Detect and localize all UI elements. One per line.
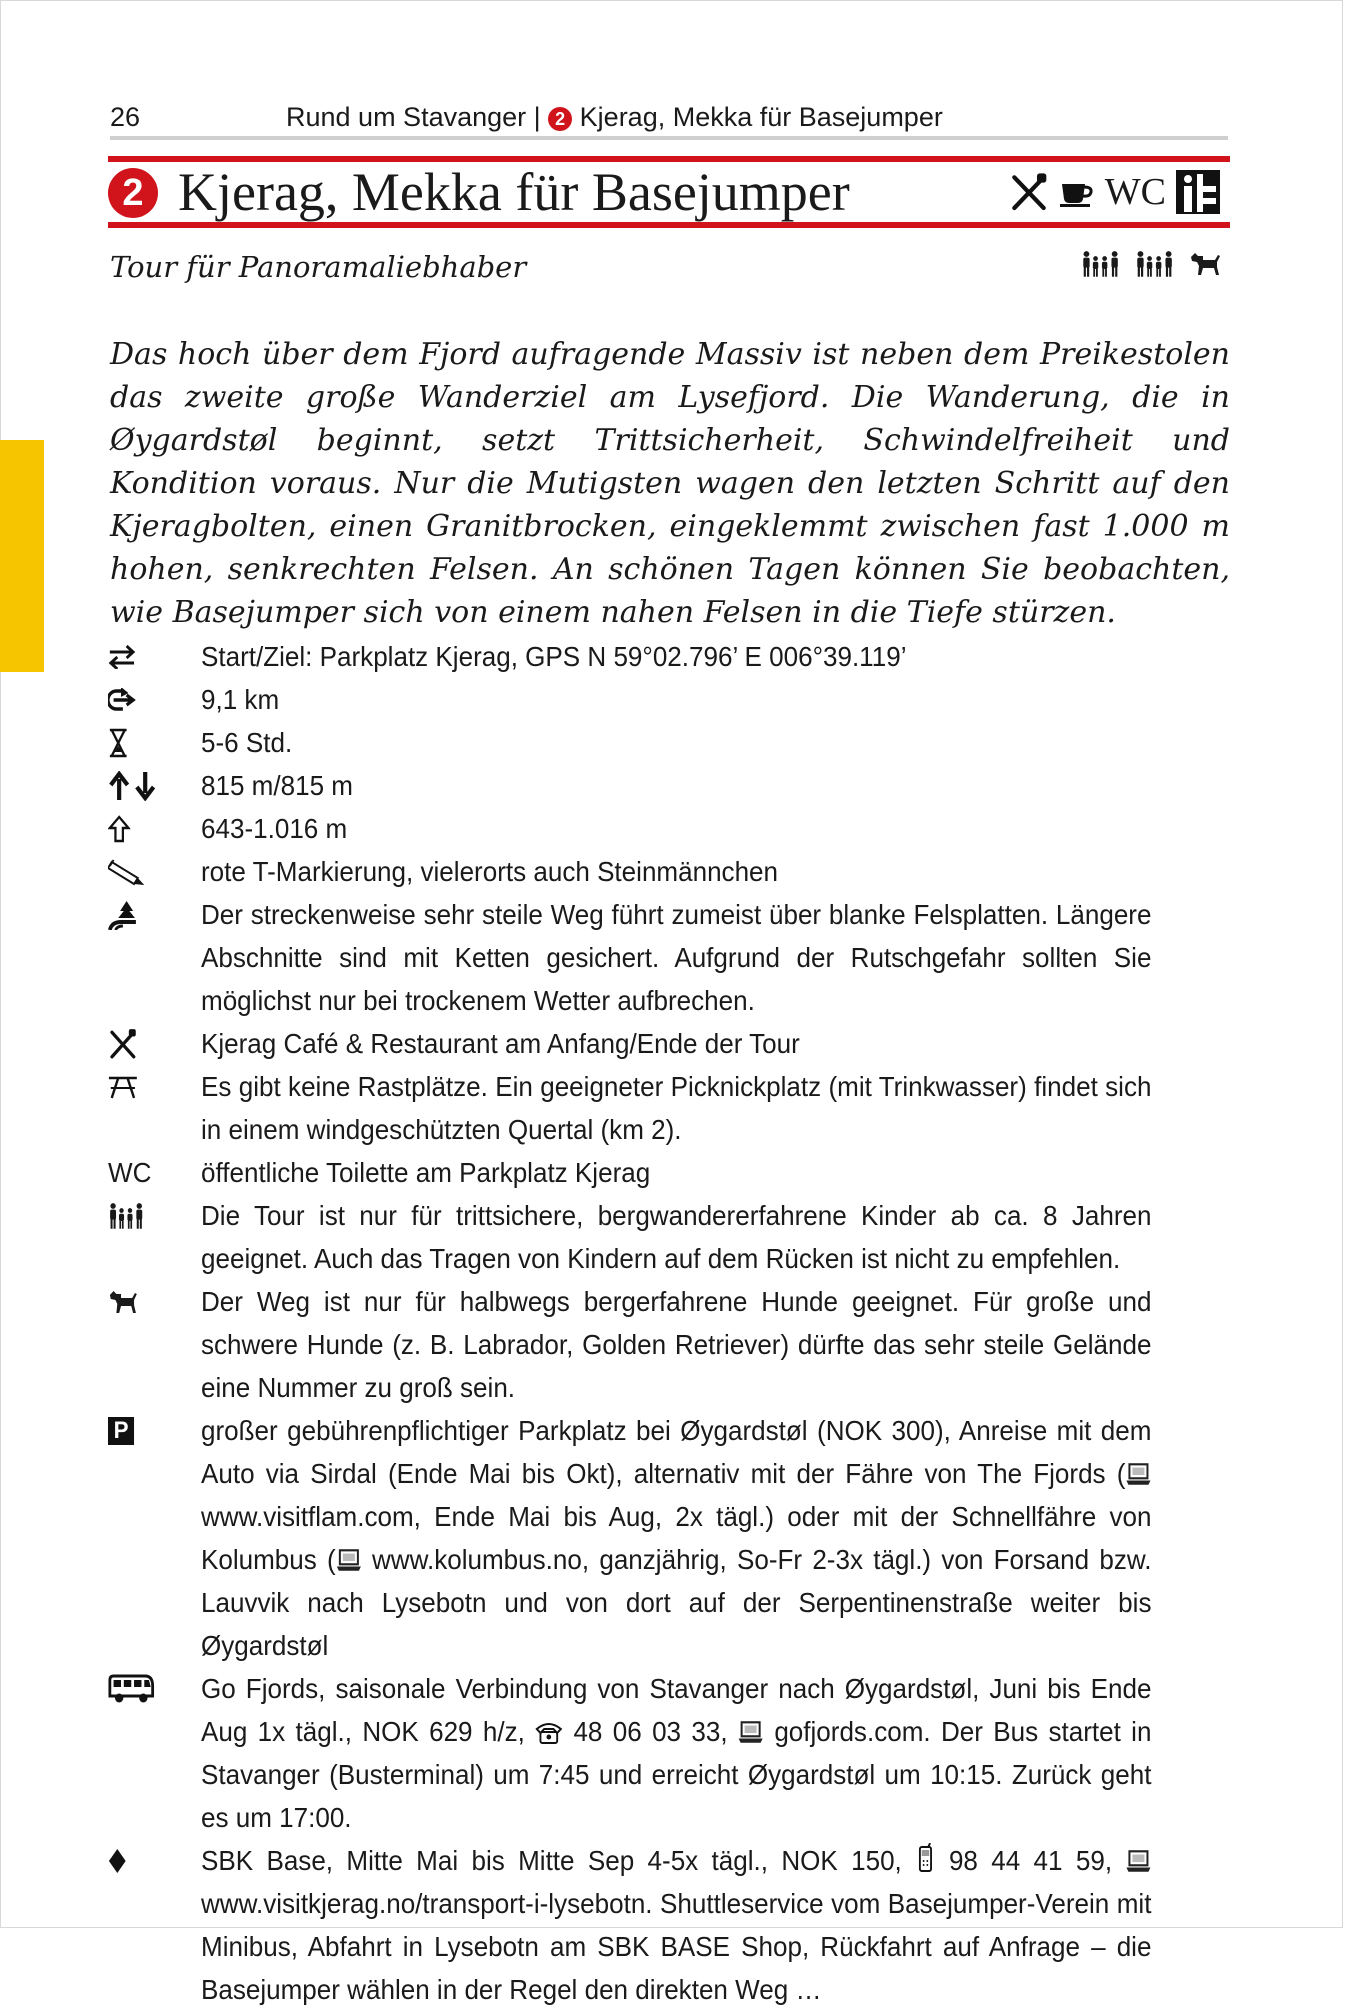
trail-icon <box>108 893 201 936</box>
coffee-cup-icon <box>1059 177 1095 207</box>
telephone-icon <box>535 1720 563 1744</box>
start-finish-arrows-icon <box>108 635 201 678</box>
suitability-icons <box>1081 250 1221 283</box>
up-down-arrows-icon <box>108 764 201 807</box>
laptop-icon <box>336 1548 362 1572</box>
parking-icon: P <box>108 1409 201 1452</box>
dog-icon <box>1189 251 1221 282</box>
fact-marking: rote T-Markierung, vielerorts auch Steinmännchen <box>108 850 1151 893</box>
running-head <box>110 100 1230 134</box>
family-icon <box>1081 250 1121 283</box>
fact-food: Kjerag Café & Restaurant am Anfang/Ende der Tour <box>108 1022 1151 1065</box>
dog-icon <box>108 1280 201 1323</box>
fact-dogs: Der Weg ist nur für halbwegs bergerfahrene Hunde geeignet. Für große und schwere Hunde (z. B. Labrador, Golden Retriever) dürfte das sehr steile Gelände eine Nummer zu groß sein. <box>108 1280 1151 1409</box>
cutlery-icon <box>1009 172 1049 212</box>
fact-distance: 9,1 km <box>108 678 1151 721</box>
fact-bus: Go Fjords, saisonale Verbindung von Stavanger nach Øygardstøl, Juni bis Ende Aug 1x tägl., NOK 629 h/z, 48 06 03 33, gofjords.com. Der Bus startet in Stavanger (Busterminal) um 7:45 und erreicht Øygardstøl um 10:15. Zurück geht es um 17:00. <box>108 1667 1151 1839</box>
family-icon <box>1135 250 1175 283</box>
pencil-icon <box>108 850 201 893</box>
tour-number-badge: 2 <box>548 107 572 131</box>
loop-arrow-icon <box>108 678 201 721</box>
mobile-phone-icon <box>915 1843 935 1873</box>
bus-icon <box>108 1667 201 1710</box>
picnic-table-icon <box>108 1065 201 1108</box>
fact-path: Der streckenweise sehr steile Weg führt zumeist über blanke Felsplatten. Längere Abschnitte sind mit Ketten gesichert. Aufgrund der Rutschgefahr sollten Sie möglichst nur bei trockenem Wetter aufbrechen. <box>108 893 1151 1022</box>
info-point-icon <box>1176 170 1220 214</box>
fact-toilet: WC öffentliche Toilette am Parkplatz Kjerag <box>108 1151 1151 1194</box>
intro-paragraph: Das hoch über dem Fjord aufragende Massiv ist neben dem Preikestolen das zweite große Wanderziel am Lysefjord. Die Wanderung, die in Øygardstøl beginnt, setzt Trittsicherheit, Schwindelfreiheit und Kondition voraus. Nur die Mutigsten wagen den letzten Schritt auf den Kjeragbolten, einen Granitbrocken, eingeklemmt zwischen fast 1.000 m hohen, senkrechten Felsen. An schönen Tagen können Sie beobachten, wie Basejumper sich von einem nahen Felsen in die Tiefe stürzen. <box>110 337 1230 630</box>
laptop-icon <box>1125 1849 1151 1873</box>
tour-title-bar <box>108 156 1230 228</box>
tour-title: Kjerag, Mekka für Basejumper <box>178 162 850 222</box>
wc-label: WC <box>1104 171 1166 213</box>
fact-duration: 5-6 Std. <box>108 721 1151 764</box>
fact-ascent-descent: 815 m/815 m <box>108 764 1151 807</box>
tour-subtitle: Tour für Panoramaliebhaber <box>110 250 527 284</box>
cutlery-icon <box>108 1022 201 1065</box>
page-number: 26 <box>110 102 141 132</box>
running-head-title: Rund um Stavanger | 2 Kjerag, Mekka für Basejumper <box>286 102 943 132</box>
tour-facts-list <box>108 635 1151 2011</box>
laptop-icon <box>1125 1462 1151 1486</box>
header-rule <box>110 136 1228 140</box>
tour-number-circle: 2 <box>108 168 158 218</box>
facility-icons <box>1009 166 1220 218</box>
fact-altitude: 643-1.016 m <box>108 807 1151 850</box>
diamond-icon <box>108 1839 201 1882</box>
fact-picnic: Es gibt keine Rastplätze. Ein geeigneter Picknickplatz (mit Trinkwasser) findet sich in einem windgeschützten Quertal (km 2). <box>108 1065 1151 1151</box>
laptop-icon <box>738 1720 764 1744</box>
hourglass-icon <box>108 721 201 764</box>
fact-parking: P großer gebührenpflichtiger Parkplatz bei Øygardstøl (NOK 300), Anreise mit dem Auto via Sirdal (Ende Mai bis Okt), alternativ mit der Fähre von The Fjords ( www.visitflam.com, Ende Mai bis Aug, 2x tägl.) oder mit der Schnellfähre von Kolumbus ( www.kolumbus.no, ganzjährig, So-Fr 2-3x tägl.) von Forsand bzw. Lauvvik nach Lysebotn und von dort auf der Serpentinenstraße weiter bis Øygardstøl <box>108 1409 1151 1667</box>
altitude-arrow-icon <box>108 807 201 850</box>
fact-children: Die Tour ist nur für trittsichere, bergwandererfahrene Kinder ab ca. 8 Jahren geeignet. Auch das Tragen von Kindern auf dem Rücken ist nicht zu empfehlen. <box>108 1194 1151 1280</box>
chapter-tab-marker <box>0 440 44 672</box>
wc-label: WC <box>108 1157 152 1188</box>
fact-start: Start/Ziel: Parkplatz Kjerag, GPS N 59°02.796’ E 006°39.119’ <box>108 635 1151 678</box>
family-icon <box>108 1194 201 1237</box>
fact-shuttle: SBK Base, Mitte Mai bis Mitte Sep 4-5x tägl., NOK 150, 98 44 41 59, www.visitkjerag.no/transport-i-lysebotn. Shuttleservice vom Basejumper-Verein mit Minibus, Abfahrt in Lysebotn am SBK BASE Shop, Rückfahrt auf Anfrage – die Basejumper wählen in der Regel den direkten Weg … <box>108 1839 1151 2011</box>
